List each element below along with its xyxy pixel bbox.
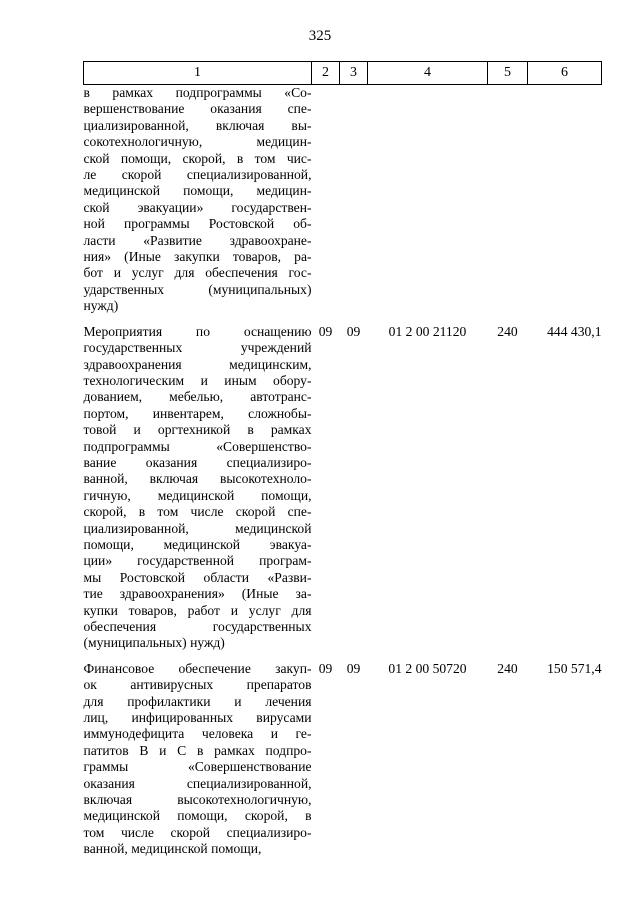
description-line: вершенствование оказания спе- (83, 101, 312, 117)
description-line: ской помощи, скорой, в том чис- (83, 150, 312, 166)
description-line: нужд) (83, 298, 119, 314)
column-header-5: 5 (488, 62, 528, 85)
column-header-6: 6 (528, 62, 602, 85)
amount-value: 150 571,4 (547, 660, 602, 676)
description-line: иммунодефицита человека и ге- (83, 726, 312, 742)
description-line: в рамках подпрограммы «Со- (83, 85, 312, 100)
amount-value (528, 85, 602, 315)
section-code (312, 85, 340, 315)
description-line: ской эвакуации» государствен- (83, 199, 312, 215)
description-line: товой и оргтехникой в рамках (83, 422, 312, 438)
description-line: ок антивирусных препаратов (83, 677, 312, 693)
column-header-3: 3 (340, 62, 368, 85)
description-line: обеспечения государственных (83, 619, 312, 634)
description-line: Финансовое обеспечение закуп- (83, 660, 312, 676)
column-header-4: 4 (368, 62, 488, 85)
description-line: портом, инвентарем, сложнобы- (83, 405, 312, 421)
description-line: гичную, медицинской помощи, (83, 487, 312, 503)
target-item-code: 01 2 00 50720 (388, 660, 467, 676)
description-line: граммы «Совершенствование (83, 759, 312, 775)
row-description (84, 85, 312, 315)
row-description (84, 652, 312, 858)
description-line: мы Ростовской области «Разви- (83, 569, 312, 585)
section-code: 09 (318, 323, 333, 339)
description-line: технологическим и иным обору- (83, 372, 312, 388)
description-line: ласти «Развитие здравоохране- (83, 232, 312, 248)
description-line: ния» (Иные закупки товаров, ра- (83, 249, 312, 265)
description-line: том числе скорой специализиро- (83, 824, 312, 840)
description-line: циализированной, включая вы- (83, 117, 312, 133)
target-item-code: 01 2 00 21120 (388, 323, 467, 339)
description-line: дованием, мебелью, автотранс- (83, 389, 312, 405)
description-line: подпрограммы «Совершенство- (83, 438, 312, 454)
header-row (84, 62, 602, 85)
column-header-1: 1 (84, 62, 312, 85)
description-line: циализированной, медицинской (83, 520, 312, 536)
table-row (84, 315, 602, 652)
description-line: Мероприятия по оснащению (83, 323, 312, 339)
row-description (84, 315, 312, 652)
page-number: 325 (308, 28, 332, 44)
table-row (84, 652, 602, 858)
description-line: здравоохранения медицинским, (83, 356, 312, 372)
description-line: (муниципальных) нужд) (83, 635, 225, 651)
subsection-code (340, 85, 368, 315)
amount-value: 444 430,1 (547, 323, 602, 339)
subsection-code: 09 (346, 323, 361, 339)
description-line: ударственных (муниципальных) (83, 281, 312, 297)
description-line: оказания специализированной, (83, 775, 312, 791)
table-row (84, 85, 602, 315)
expense-type-code (488, 85, 528, 315)
description-line: ной программы Ростовской об- (83, 216, 312, 232)
section-code: 09 (318, 660, 333, 676)
description-line: тие здравоохранения» (Иные за- (83, 586, 312, 602)
description-line: медицинской помощи, медицин- (83, 183, 312, 199)
description-line: вание оказания специализиро- (83, 454, 312, 470)
description-line: патитов В и С в рамках подпро- (83, 742, 312, 758)
description-line: ции» государственной програм- (83, 553, 312, 569)
description-line: ле скорой специализированной, (83, 167, 312, 183)
description-line: помощи, медицинской эвакуа- (83, 536, 312, 552)
expense-type-code: 240 (497, 323, 518, 339)
description-line: включая высокотехнологичную, (83, 792, 312, 808)
description-line: государственных учреждений (83, 340, 312, 356)
budget-table (83, 61, 602, 858)
description-line: сокотехнологичную, медицин- (83, 134, 312, 150)
description-line: ванной, включая высокотехноло- (83, 471, 312, 487)
subsection-code: 09 (346, 660, 361, 676)
description-line: купки товаров, работ и услуг для (83, 602, 312, 618)
description-line: медицинской помощи, скорой, в (83, 808, 312, 824)
target-item-code (368, 85, 488, 315)
description-line: ванной, медицинской помощи, (83, 841, 262, 857)
expense-type-code: 240 (497, 660, 518, 676)
description-line: бот и услуг для обеспечения гос- (83, 265, 312, 281)
description-line: скорой, в том числе скорой спе- (83, 504, 312, 520)
description-line: лиц, инфицированных вирусами (83, 710, 312, 726)
description-line: для профилактики и лечения (83, 693, 312, 709)
column-header-2: 2 (312, 62, 340, 85)
